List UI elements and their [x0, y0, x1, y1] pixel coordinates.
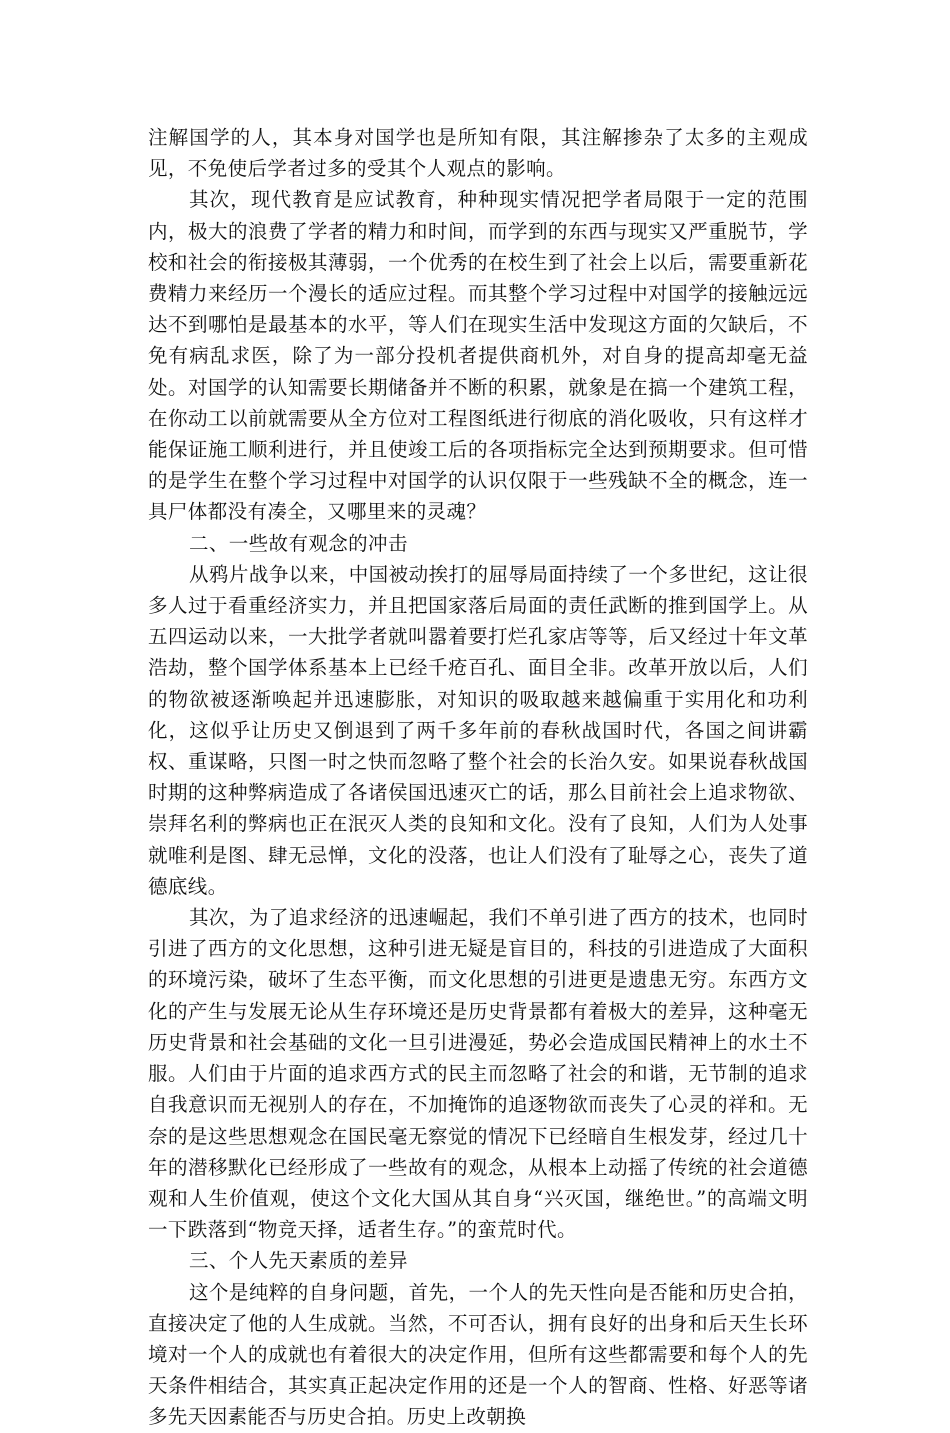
paragraph-western-culture: 其次，为了追求经济的迅速崛起，我们不单引进了西方的技术，也同时引进了西方的文化思想，这种引进无疑是盲目的，科技的引进造成了大面积的环境污染，破坏了生态平衡，而文化思想的引进更是遗患无穷。东西方文化的产生与发展无论从生存环境还是历史背景都有着极大的差异，这种毫无历史背景和社会基础的文化一旦引进漫延，势必会造成国民精神上的水土不服。人们由于片面的追求西方式的民主而忽略了社会的和谐，无节制的追求自我意识而无视别人的存在，不加掩饰的追逐物欲而丧失了心灵的祥和。无奈的是这些思想观念在国民毫无察觉的情况下已经暗自生根发芽，经过几十年的潜移默化已经形成了一些故有的观念，从根本上动摇了传统的社会道德观和人生价值观，使这个文化大国从其自身“兴灭国，继绝世。”的高端文明一下跌落到“物竞天择，适者生存。”的蛮荒时代。: [148, 906, 808, 1242]
paragraph-innate-qualities: 这个是纯粹的自身问题，首先，一个人的先天性向是否能和历史合拍，直接决定了他的人生成就。当然，不可否认，拥有良好的出身和后天生长环境对一个人的成就也有着很大的决定作用，但所有这些都需要和每个人的先天条件相结合，其实真正起决定作用的还是一个人的智商、性格、好恶等诸多先天因素能否与历史合拍。历史上改朝换: [148, 1280, 808, 1429]
section-heading-2: 二、一些故有观念的冲击: [188, 531, 408, 555]
section-heading-3: 三、个人先天素质的差异: [188, 1249, 408, 1273]
document-page: [148, 122, 808, 1433]
paragraph-continuation: 注解国学的人，其本身对国学也是所知有限，其注解掺杂了太多的主观成见，不免使后学者过多的受其个人观点的影响。: [148, 126, 808, 181]
paragraph-opium-war: 从鸦片战争以来，中国被动挨打的屈辱局面持续了一个多世纪，这让很多人过于看重经济实力，并且把国家落后局面的责任武断的推到国学上。从五四运动以来，一大批学者就叫嚣着要打烂孔家店等等，后又经过十年文革浩劫，整个国学体系基本上已经千疮百孔、面目全非。改革开放以后，人们的物欲被逐渐唤起并迅速膨胀，对知识的吸取越来越偏重于实用化和功利化，这似乎让历史又倒退到了两千多年前的春秋战国时代，各国之间讲霸权、重谋略，只图一时之快而忽略了整个社会的长治久安。如果说春秋战国时期的这种弊病造成了各诸侯国迅速灭亡的话，那么目前社会上追求物欲、崇拜名利的弊病也正在泯灭人类的良知和文化。没有了良知，人们为人处事就唯利是图、肆无忌惮，文化的没落，也让人们没有了耻辱之心，丧失了道德底线。: [148, 562, 808, 898]
paragraph-education: 其次，现代教育是应试教育，种种现实情况把学者局限于一定的范围内，极大的浪费了学者的精力和时间，而学到的东西与现实又严重脱节，学校和社会的衔接极其薄弱，一个优秀的在校生到了社会上以后，需要重新花费精力来经历一个漫长的适应过程。而其整个学习过程中对国学的接触远远达不到哪怕是最基本的水平，等人们在现实生活中发现这方面的欠缺后，不免有病乱求医，除了为一部分投机者提供商机外，对自身的提高却毫无益处。对国学的认知需要长期储备并不断的积累，就象是在搞一个建筑工程，在你动工以前就需要从全方位对工程图纸进行彻底的消化吸收，只有这样才能保证施工顺利进行，并且使竣工后的各项指标完全达到预期要求。但可惜的是学生在整个学习过程中对国学的认识仅限于一些残缺不全的概念，连一具尸体都没有凑全，又哪里来的灵魂？: [148, 188, 808, 524]
